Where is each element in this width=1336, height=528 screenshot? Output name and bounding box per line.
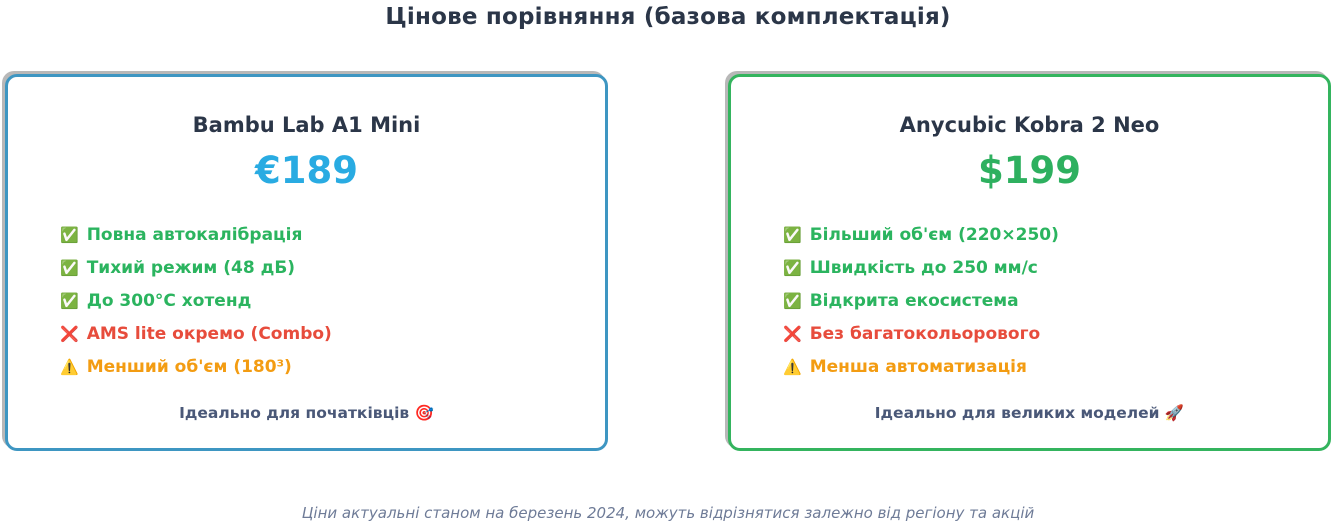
feature-text: Менший об'єм (180³) — [86, 356, 292, 377]
feature-list — [731, 218, 1328, 383]
check-icon: ✅ — [60, 258, 79, 277]
check-icon: ✅ — [60, 225, 79, 244]
feature-item — [783, 317, 1328, 350]
check-icon: ✅ — [783, 225, 802, 244]
pricing-card-anycubic-kobra-2-neo — [728, 74, 1331, 451]
feature-text: Більший об'єм (220×250) — [809, 224, 1059, 245]
feature-item — [783, 218, 1328, 251]
price-disclaimer-caption: Ціни актуальні станом на березень 2024, можуть відрізнятися залежно від регіону та акцій — [301, 504, 1035, 522]
feature-list — [8, 218, 605, 383]
cross-icon: ❌ — [783, 324, 802, 343]
feature-item — [60, 317, 605, 350]
feature-text: AMS lite окремо (Combo) — [86, 323, 332, 344]
feature-text: Повна автокалібрація — [86, 224, 303, 245]
product-name: Anycubic Kobra 2 Neo — [899, 113, 1160, 137]
price-comparison-infographic — [0, 4, 1336, 528]
warning-icon: ⚠️ — [783, 357, 802, 376]
feature-item — [783, 350, 1328, 383]
feature-text: Тихий режим (48 дБ) — [86, 257, 296, 278]
card-footer-note: Ідеально для початківців 🎯 — [179, 404, 434, 422]
feature-item — [783, 284, 1328, 317]
feature-item — [60, 218, 605, 251]
price-value: $199 — [978, 149, 1081, 192]
feature-text: Без багатокольорового — [809, 323, 1041, 344]
feature-text: Менша автоматизація — [809, 356, 1027, 377]
product-name: Bambu Lab A1 Mini — [192, 113, 421, 137]
check-icon: ✅ — [783, 258, 802, 277]
card-footer-note: Ідеально для великих моделей 🚀 — [874, 404, 1185, 422]
feature-text: Відкрита екосистема — [809, 290, 1019, 311]
check-icon: ✅ — [783, 291, 802, 310]
price-value: €189 — [255, 149, 358, 192]
pricing-card-bambu-lab-a1-mini — [5, 74, 608, 451]
feature-item — [60, 284, 605, 317]
page-title: Цінове порівняння (базова комплектація) — [385, 4, 951, 30]
feature-text: До 300°C хотенд — [86, 290, 252, 311]
feature-text: Швидкість до 250 мм/с — [809, 257, 1038, 278]
feature-item — [60, 350, 605, 383]
cross-icon: ❌ — [60, 324, 79, 343]
feature-item — [60, 251, 605, 284]
cards-row — [0, 74, 1336, 451]
feature-item — [783, 251, 1328, 284]
warning-icon: ⚠️ — [60, 357, 79, 376]
check-icon: ✅ — [60, 291, 79, 310]
